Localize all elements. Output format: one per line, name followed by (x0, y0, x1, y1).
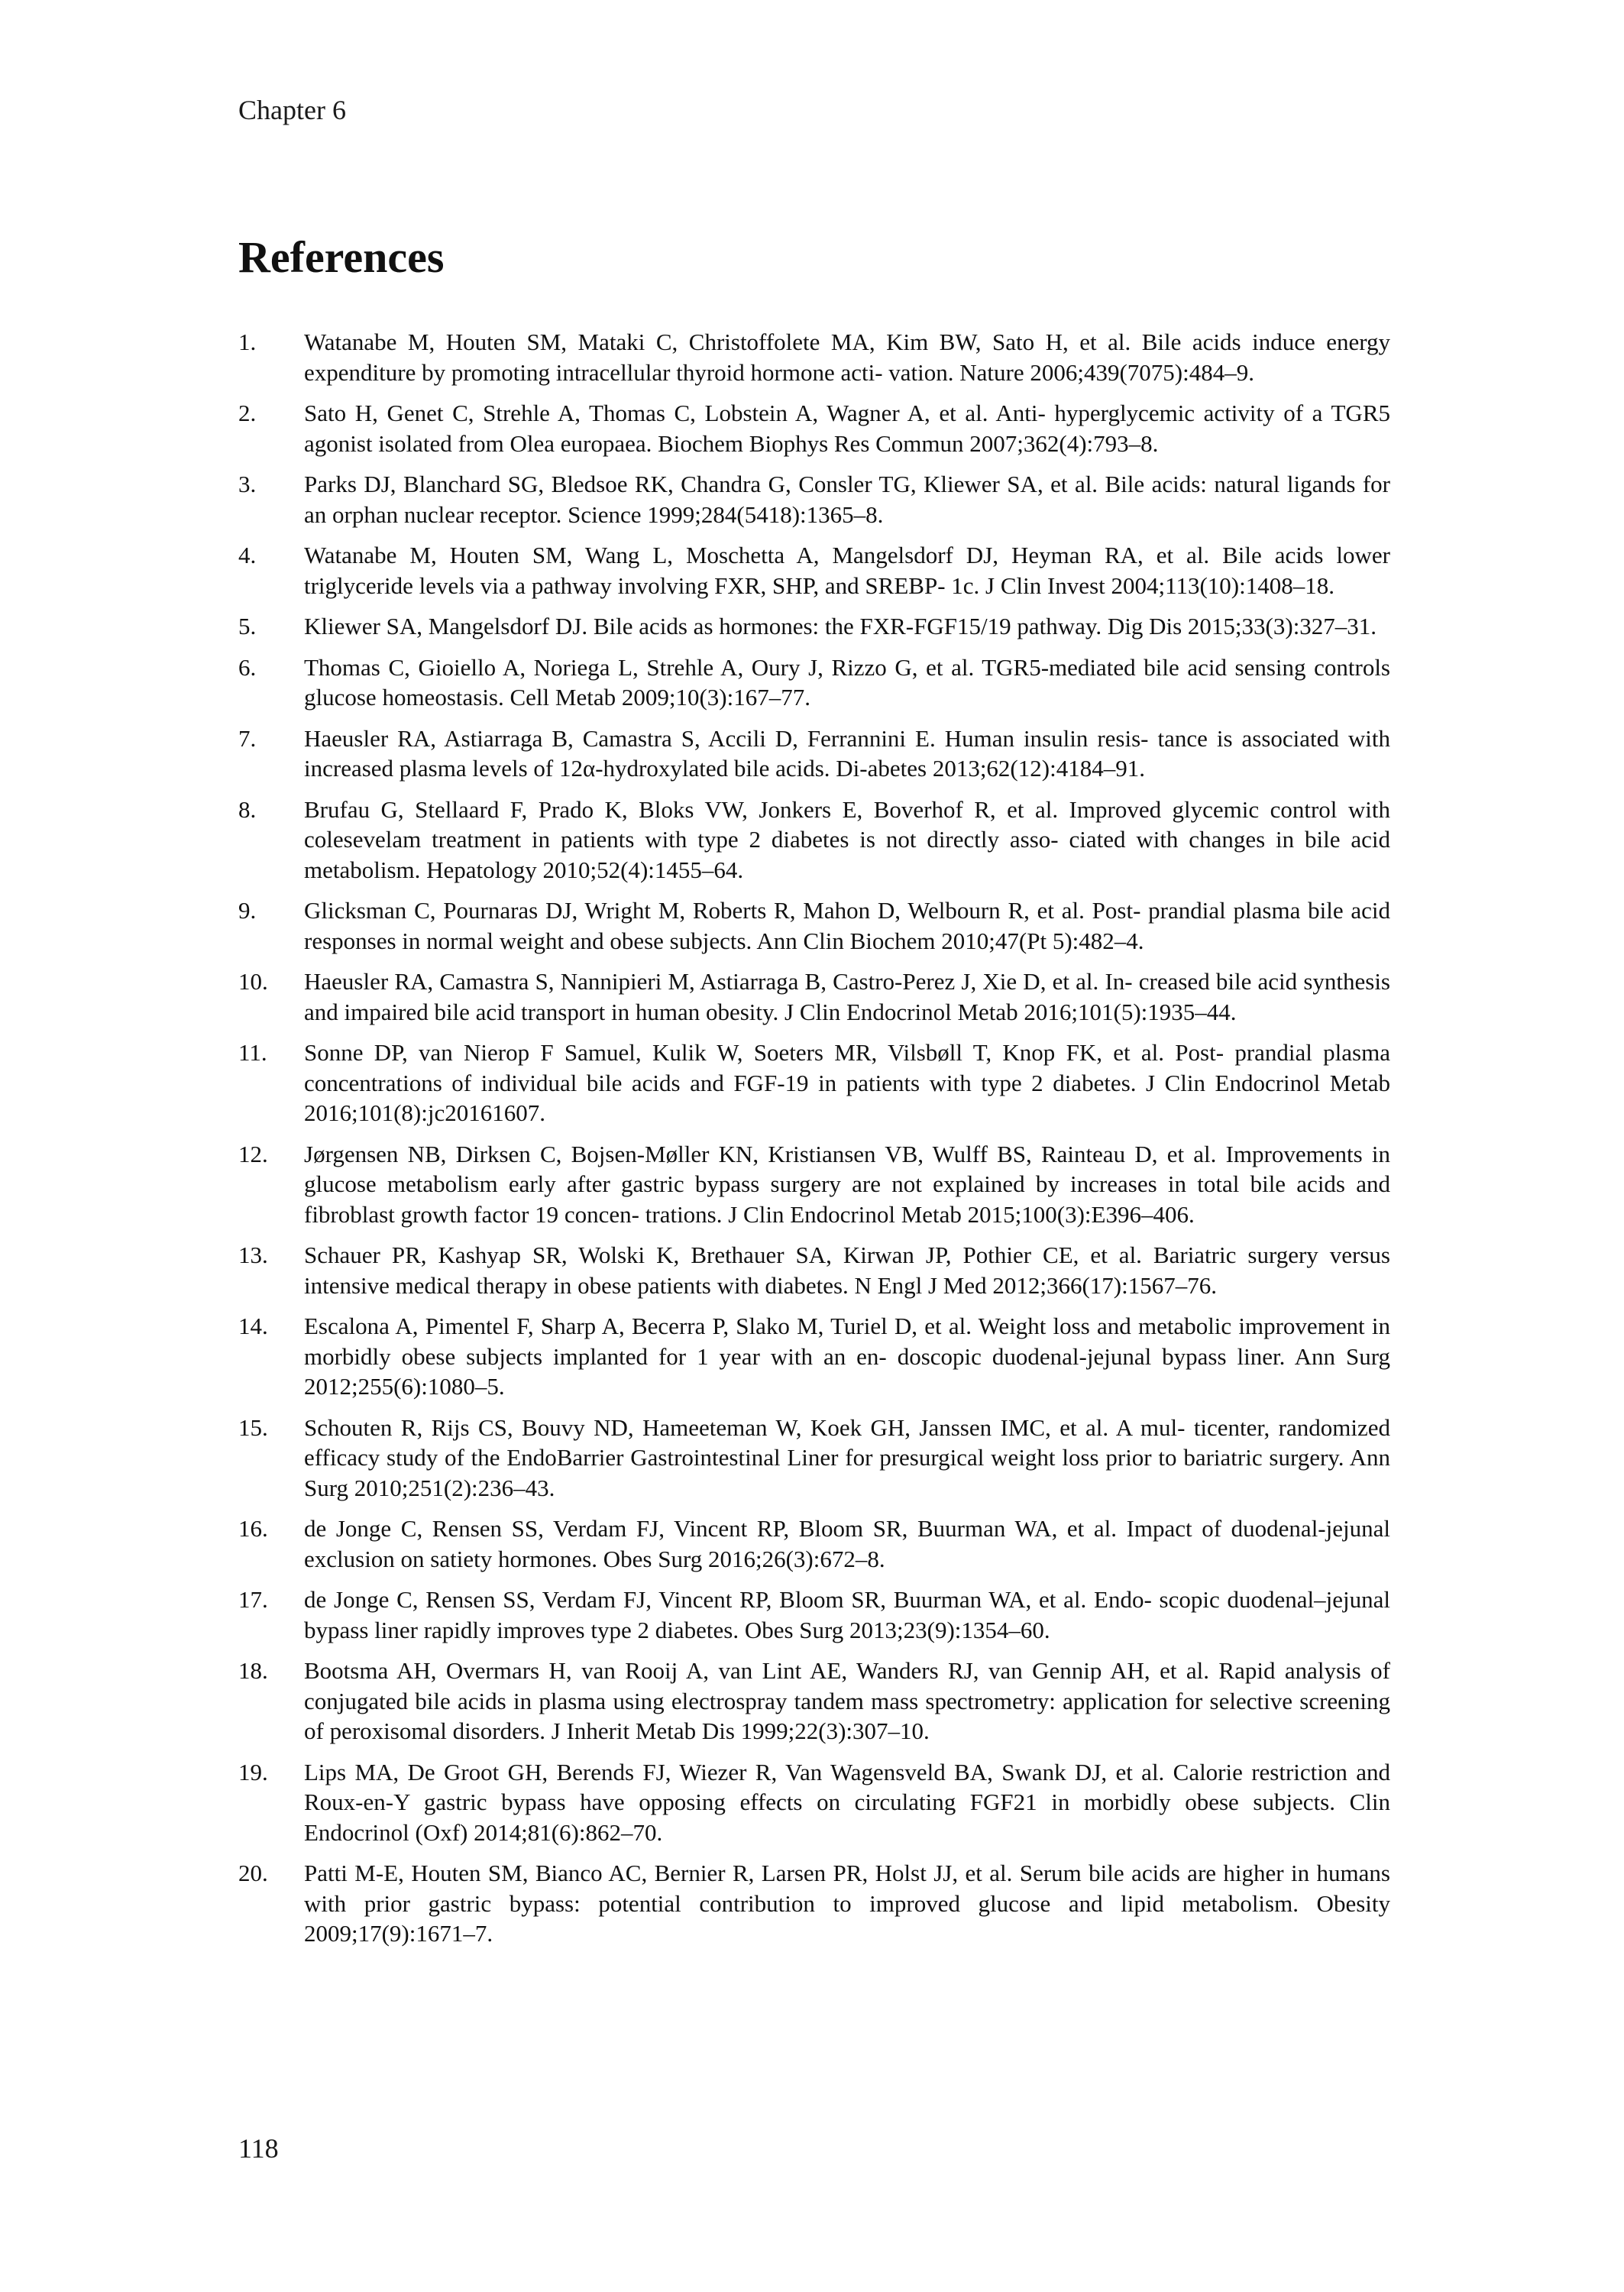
reference-text: Watanabe M, Houten SM, Wang L, Moschetta A, Mangelsdorf DJ, Heyman RA, et al. Bile acids lower triglyceride levels via a pathway involving FXR, SHP, and SREBP- 1c. J Clin Invest 2004;113(10):1408–18. (304, 542, 1390, 599)
reference-item (238, 469, 1390, 529)
section-title: References (238, 232, 445, 282)
reference-number: 14. (238, 1313, 268, 1339)
reference-item (238, 1038, 1390, 1128)
reference-number: 2. (238, 400, 257, 426)
reference-number: 10. (238, 968, 268, 995)
reference-item (238, 1139, 1390, 1230)
reference-item (238, 398, 1390, 458)
reference-number: 11. (238, 1039, 267, 1066)
reference-item (238, 1413, 1390, 1504)
reference-number: 5. (238, 613, 257, 639)
reference-text: Schauer PR, Kashyap SR, Wolski K, Brethauer SA, Kirwan JP, Pothier CE, et al. Bariatric surgery versus intensive medical therapy in obese patients with diabetes. N Engl J Med 2012;366(17):1567–76. (304, 1242, 1390, 1299)
running-header: Chapter 6 (238, 95, 346, 125)
reference-text: de Jonge C, Rensen SS, Verdam FJ, Vincent RP, Bloom SR, Buurman WA, et al. Impact of duodenal-jejunal exclusion on satiety hormones. Obes Surg 2016;26(3):672–8. (304, 1515, 1390, 1572)
reference-item (238, 1311, 1390, 1402)
reference-text: Escalona A, Pimentel F, Sharp A, Becerra P, Slako M, Turiel D, et al. Weight loss and metabolic improvement in morbidly obese subjects implanted for 1 year with an en- doscopic duodenal-jejunal bypass liner. Ann Surg 2012;255(6):1080–5. (304, 1313, 1390, 1400)
reference-number: 18. (238, 1657, 268, 1684)
reference-item (238, 1513, 1390, 1574)
reference-text: Schouten R, Rijs CS, Bouvy ND, Hameeteman W, Koek GH, Janssen IMC, et al. A mul- ticenter, randomized efficacy study of the EndoBarrier Gastrointestinal Liner for presurgical weight loss prior to bariatric surgery. Ann Surg 2010;251(2):236–43. (304, 1413, 1390, 1501)
reference-number: 4. (238, 542, 257, 568)
reference-number: 3. (238, 471, 257, 497)
reference-number: 20. (238, 1860, 268, 1886)
reference-item (238, 611, 1390, 642)
reference-text: Thomas C, Gioiello A, Noriega L, Strehle A, Oury J, Rizzo G, et al. TGR5-mediated bile acid sensing controls glucose homeostasis. Cell Metab 2009;10(3):167–77. (304, 653, 1390, 711)
reference-number: 6. (238, 653, 257, 681)
reference-number: 13. (238, 1242, 268, 1268)
reference-text: Lips MA, De Groot GH, Berends FJ, Wiezer R, Van Wagensveld BA, Swank DJ, et al. Calorie restriction and Roux-en-Y gastric bypass have opposing effects on circulating FGF21 in morbidly obese subjects. Clin Endocrinol (Oxf) 2014;81(6):862–70. (304, 1758, 1390, 1846)
reference-text: Sato H, Genet C, Strehle A, Thomas C, Lobstein A, Wagner A, et al. Anti- hyperglycemic activity of a TGR5 agonist isolated from Olea europaea. Biochem Biophys Res Commun 2007;362(4):793–8. (304, 400, 1390, 457)
reference-text: Kliewer SA, Mangelsdorf DJ. Bile acids as hormones: the FXR-FGF15/19 pathway. Dig Dis 2015;33(3):327–31. (304, 613, 1377, 639)
reference-item (238, 327, 1390, 387)
reference-number: 15. (238, 1413, 268, 1441)
reference-item (238, 966, 1390, 1027)
reference-number: 8. (238, 795, 257, 823)
reference-item (238, 1585, 1390, 1645)
reference-item (238, 1656, 1390, 1747)
reference-number: 16. (238, 1515, 268, 1542)
reference-item (238, 1858, 1390, 1949)
reference-text: Watanabe M, Houten SM, Mataki C, Christoffolete MA, Kim BW, Sato H, et al. Bile acids induce energy expenditure by promoting intracellular thyroid hormone acti- vation. Nature 2006;439(7075):484–9. (304, 329, 1390, 386)
reference-text: Glicksman C, Pournaras DJ, Wright M, Roberts R, Mahon D, Welbourn R, et al. Post- prandial plasma bile acid responses in normal weight and obese subjects. Ann Clin Biochem 2010;47(Pt 5):482–4. (304, 897, 1390, 954)
reference-text: Patti M-E, Houten SM, Bianco AC, Bernier R, Larsen PR, Holst JJ, et al. Serum bile acids are higher in humans with prior gastric bypass: potential contribution to improved glucose and lipid metabolism. Obesity 2009;17(9):1671–7. (304, 1860, 1390, 1947)
reference-item (238, 1240, 1390, 1300)
reference-number: 17. (238, 1586, 268, 1613)
reference-item (238, 1757, 1390, 1848)
reference-list (238, 327, 1390, 1960)
reference-text: Brufau G, Stellaard F, Prado K, Bloks VW, Jonkers E, Boverhof R, et al. Improved glycemic control with colesevelam treatment in patients with type 2 diabetes is not directly asso- ciated with changes in bile acid metabolism. Hepatology 2010;52(4):1455–64. (304, 795, 1390, 883)
reference-text: Parks DJ, Blanchard SG, Bledsoe RK, Chandra G, Consler TG, Kliewer SA, et al. Bile acids: natural ligands for an orphan nuclear receptor. Science 1999;284(5418):1365–8. (304, 471, 1390, 528)
reference-item (238, 652, 1390, 713)
reference-number: 12. (238, 1140, 268, 1167)
reference-item (238, 895, 1390, 956)
page-number: 118 (238, 2133, 279, 2164)
reference-text: Sonne DP, van Nierop F Samuel, Kulik W, Soeters MR, Vilsbøll T, Knop FK, et al. Post- prandial plasma concentrations of individual bile acids and FGF-19 in patients with type 2 diabetes. J Clin Endocrinol Metab 2016;101(8):jc20161607. (304, 1039, 1390, 1126)
reference-text: Jørgensen NB, Dirksen C, Bojsen-Møller KN, Kristiansen VB, Wulff BS, Rainteau D, et al. Improvements in glucose metabolism early after gastric bypass surgery are not explained by increases in total bile acids and fibroblast growth factor 19 concen- trations. J Clin Endocrinol Metab 2015;100(3):E396–406. (304, 1140, 1390, 1228)
reference-item (238, 540, 1390, 601)
reference-text: Bootsma AH, Overmars H, van Rooij A, van Lint AE, Wanders RJ, van Gennip AH, et al. Rapid analysis of conjugated bile acids in plasma using electrospray tandem mass spectrometry: application for selective screening of peroxisomal disorders. J Inherit Metab Dis 1999;22(3):307–10. (304, 1657, 1390, 1744)
reference-number: 9. (238, 897, 257, 924)
reference-text: Haeusler RA, Camastra S, Nannipieri M, Astiarraga B, Castro-Perez J, Xie D, et al. In- creased bile acid synthesis and impaired bile acid transport in human obesity. J Clin Endocrinol Metab 2016;101(5):1935–44. (304, 968, 1390, 1025)
reference-item (238, 795, 1390, 885)
reference-text: Haeusler RA, Astiarraga B, Camastra S, Accili D, Ferrannini E. Human insulin resis- tance is associated with increased plasma levels of 12α-hydroxylated bile acids. Di-abetes 2013;62(12):4184–91. (304, 724, 1390, 782)
reference-text: de Jonge C, Rensen SS, Verdam FJ, Vincent RP, Bloom SR, Buurman WA, et al. Endo- scopic duodenal–jejunal bypass liner rapidly improves type 2 diabetes. Obes Surg 2013;23(9):1354–60. (304, 1586, 1390, 1643)
reference-item (238, 724, 1390, 784)
reference-number: 1. (238, 329, 257, 355)
reference-number: 19. (238, 1758, 268, 1785)
reference-number: 7. (238, 724, 257, 752)
